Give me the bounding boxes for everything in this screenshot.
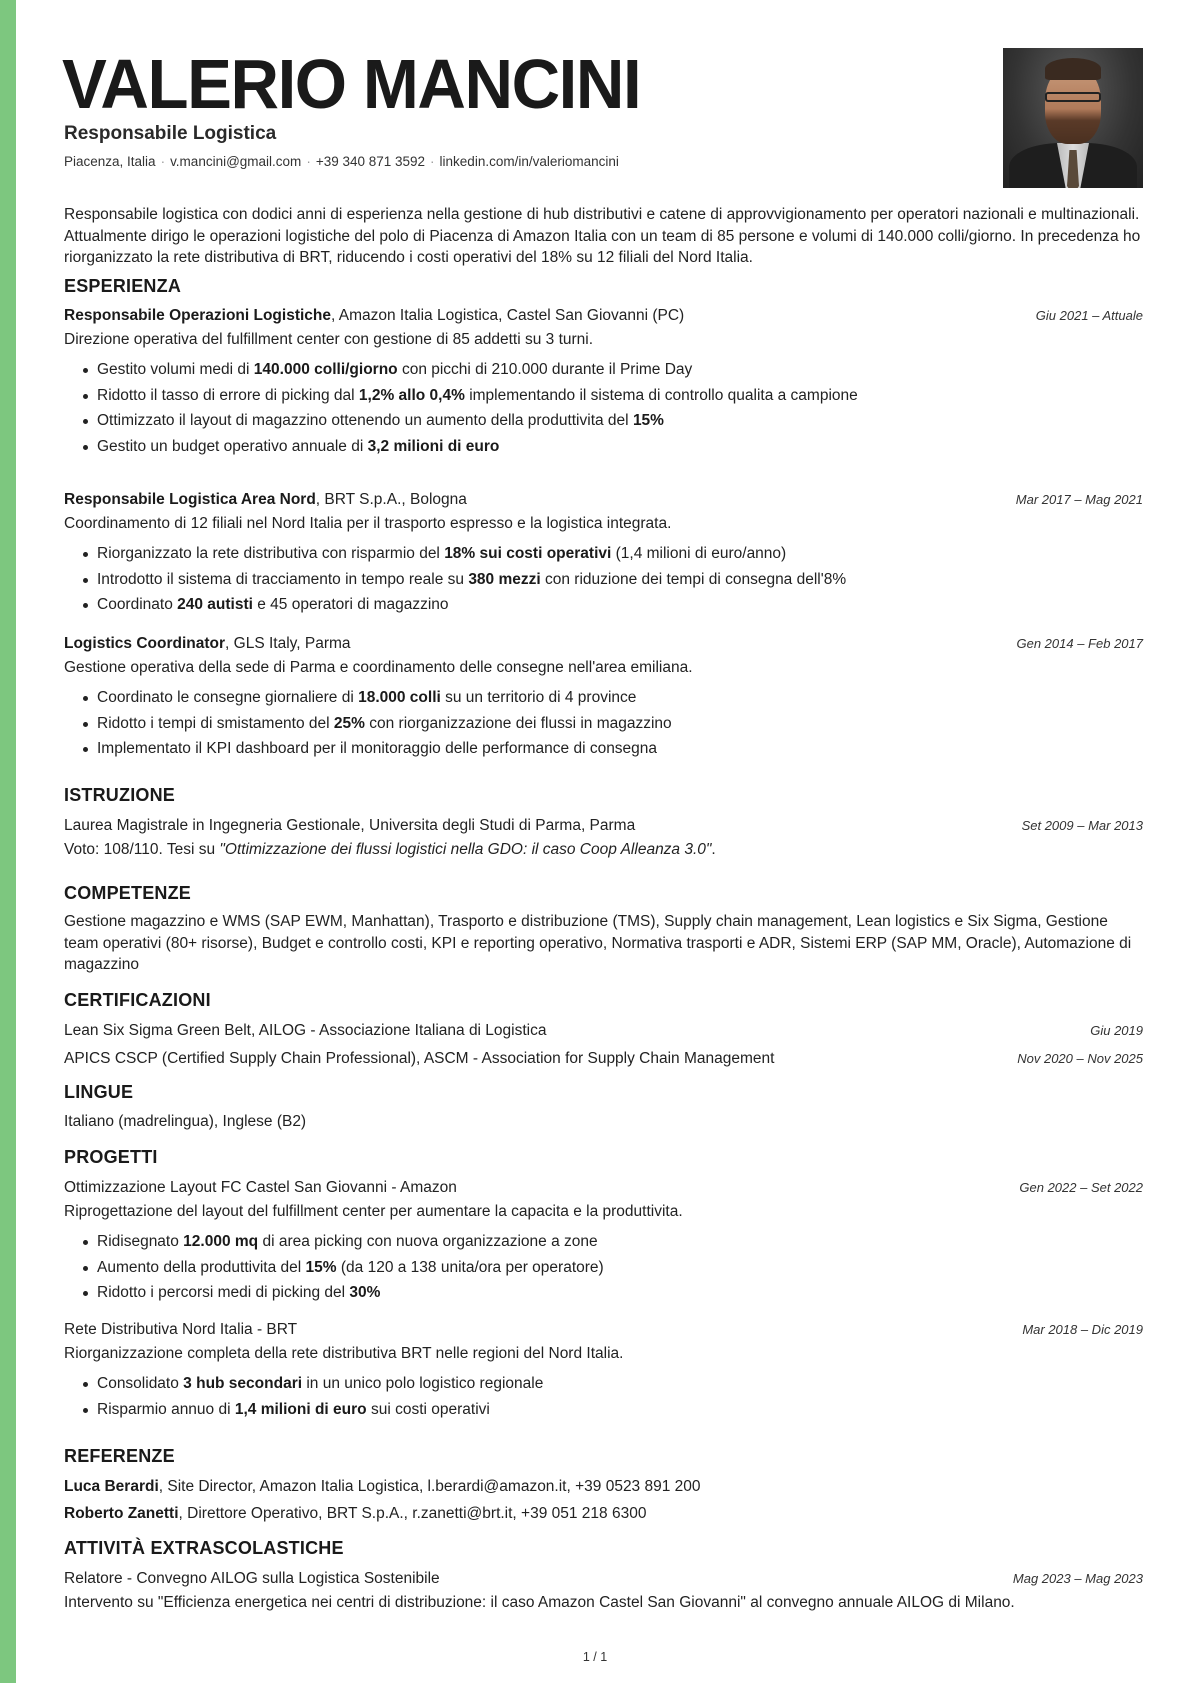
profile-photo <box>1003 48 1143 188</box>
entry-title <box>64 489 467 511</box>
contact-location: Piacenza, Italia <box>64 154 156 169</box>
separator: · <box>160 154 166 169</box>
section-heading: COMPETENZE <box>64 883 192 903</box>
bullet-item: Gestito un budget operativo annuale di 3,2 milioni di euro <box>64 436 1143 458</box>
entry-dates: Gen 2022 – Set 2022 <box>1019 1180 1143 1195</box>
section-activities <box>64 1537 1143 1613</box>
resume-page <box>62 0 1143 1611</box>
bullet-item: Introdotto il sistema di tracciamento in tempo reale su 380 mezzi con riduzione dei tempi di consegna dell'8% <box>64 569 1143 591</box>
entry-title <box>64 633 351 655</box>
reference-item <box>64 1503 1143 1525</box>
bullet-item: Ridotto il tasso di errore di picking dal 1,2% allo 0,4% implementando il sistema di controllo qualita a campione <box>64 385 1143 407</box>
entry-header <box>64 633 1143 655</box>
entry-description: Coordinamento di 12 filiali nel Nord Italia per il trasporto espresso e la logistica integrata. <box>64 514 672 532</box>
bullet-item: Ridisegnato 12.000 mq di area picking con nuova organizzazione a zone <box>64 1231 1143 1253</box>
experience-entry <box>64 305 1143 457</box>
certification-item <box>64 1048 1143 1070</box>
certification-name: Lean Six Sigma Green Belt, AILOG - Associazione Italiana di Logistica <box>64 1022 547 1039</box>
separator: · <box>430 154 435 169</box>
bullet-list <box>64 543 1143 616</box>
entry-description: Gestione operativa della sede di Parma e coordinamento delle consegne nell'area emiliana. <box>64 658 693 676</box>
job-company: , GLS Italy, Parma <box>225 635 351 652</box>
experience-entry <box>64 489 1143 620</box>
photo-hair <box>1045 58 1101 80</box>
reference-name: Roberto Zanetti <box>64 1504 179 1522</box>
contact-linkedin[interactable]: linkedin.com/in/valeriomancini <box>439 154 619 169</box>
entry-dates: Mag 2023 – Mag 2023 <box>1012 1571 1143 1586</box>
section-heading: CERTIFICAZIONI <box>64 990 211 1010</box>
entry-dates: Giu 2019 <box>1090 1023 1143 1038</box>
entry-dates: Giu 2021 – Attuale <box>1035 308 1143 323</box>
bullet-item: Risparmio annuo di 1,4 milioni di euro sui costi operativi <box>64 1399 1143 1421</box>
bullet-list <box>64 359 1143 457</box>
job-role: Logistics Coordinator <box>64 635 226 652</box>
section-heading: PROGETTI <box>64 1147 158 1167</box>
entry-header <box>64 815 1143 837</box>
bullet-list <box>64 1373 1143 1420</box>
reference-name: Luca Berardi <box>64 1478 159 1495</box>
entry-header <box>64 1319 1143 1341</box>
education-degree: Laurea Magistrale in Ingegneria Gestionale, Universita degli Studi di Parma, Parma <box>64 817 636 834</box>
entry-header <box>64 305 1143 327</box>
bullet-item: Consolidato 3 hub secondari in un unico polo logistico regionale <box>64 1373 1143 1395</box>
separator: · <box>306 154 311 169</box>
entry-header <box>64 1568 1143 1590</box>
section-projects <box>64 1146 1143 1308</box>
entry-dates: Nov 2020 – Nov 2025 <box>1017 1050 1143 1066</box>
section-heading: REFERENZE <box>64 1446 175 1466</box>
thesis-title: "Ottimizzazione dei flussi logistici nella GDO: il caso Coop Alleanza 3.0" <box>219 840 712 858</box>
section-experience <box>64 275 1143 461</box>
entry-description: Direzione operativa del fulfillment center con gestione di 85 addetti su 3 turni. <box>64 330 594 348</box>
project-name: Rete Distributiva Nord Italia - BRT <box>64 1321 298 1338</box>
bullet-item: Aumento della produttivita del 15% (da 120 a 138 unita/ora per operatore) <box>64 1257 1143 1279</box>
reference-details: , Site Director, Amazon Italia Logistica, l.berardi@amazon.it, +39 0523 891 200 <box>158 1478 701 1495</box>
education-detail: Voto: 108/110. Tesi su "Ottimizzazione dei flussi logistici nella GDO: il caso Coop Alleanza 3.0". <box>64 840 716 858</box>
entry-dates: Mar 2017 – Mag 2021 <box>1015 492 1143 507</box>
section-heading: ATTIVITÀ EXTRASCOLASTICHE <box>64 1538 344 1558</box>
project-entry <box>64 1319 1143 1424</box>
section-certifications <box>64 989 1143 1069</box>
candidate-name: VALERIO MANCINI <box>62 45 641 123</box>
entry-header <box>64 1177 1143 1199</box>
entry-dates: Gen 2014 – Feb 2017 <box>1016 636 1143 651</box>
bullet-item: Ridotto i tempi di smistamento del 25% con riorganizzazione dei flussi in magazzino <box>64 713 1143 735</box>
section-education <box>64 784 1143 860</box>
job-company: , Amazon Italia Logistica, Castel San Giovanni (PC) <box>331 307 685 324</box>
section-heading: ESPERIENZA <box>64 276 182 296</box>
entry-description: Riprogettazione del layout del fulfillment center per aumentare la capacita e la produttivita. <box>64 1202 683 1220</box>
job-company: , BRT S.p.A., Bologna <box>315 491 467 508</box>
project-name: Ottimizzazione Layout FC Castel San Giovanni - Amazon <box>64 1179 457 1196</box>
entry-title <box>64 305 684 327</box>
contact-line <box>64 153 619 171</box>
entry-dates: Mar 2018 – Dic 2019 <box>1022 1322 1143 1337</box>
bullet-list <box>64 687 1143 760</box>
languages-text: Italiano (madrelingua), Inglese (B2) <box>64 1113 307 1130</box>
bullet-list <box>64 1231 1143 1304</box>
section-languages <box>64 1081 1143 1133</box>
bullet-item: Coordinato 240 autisti e 45 operatori di magazzino <box>64 594 1143 616</box>
bullet-item: Implementato il KPI dashboard per il monitoraggio delle performance di consegna <box>64 738 1143 760</box>
entry-description: Intervento su "Efficienza energetica nei centri di distribuzione: il caso Amazon Castel San Giovanni" al convegno annuale AILOG di Milano. <box>64 1593 1015 1611</box>
bullet-item: Ridotto i percorsi medi di picking del 30% <box>64 1282 1143 1304</box>
profile-summary: Responsabile logistica con dodici anni di esperienza nella gestione di hub distributivi e catene di approvvigionamento per operatori nazionali e multinazionali. Attualmente dirigo le operazioni logistiche del polo di Piacenza di Amazon Italia con un team di 85 persone e volumi di 140.000 colli/giorno. In precedenza ho riorganizzato la rete distributiva di BRT, riducendo i costi operativi del 18% su 12 filiali del Nord Italia. <box>64 206 1141 266</box>
section-references <box>64 1445 1143 1524</box>
reference-details: , Direttore Operativo, BRT S.p.A., r.zanetti@brt.it, +39 051 218 6300 <box>178 1504 647 1522</box>
bullet-item: Gestito volumi medi di 140.000 colli/giorno con picchi di 210.000 durante il Prime Day <box>64 359 1143 381</box>
bullet-item: Ottimizzato il layout di magazzino ottenendo un aumento della produttivita del 15% <box>64 410 1143 432</box>
page-indicator: 1 / 1 <box>582 1650 608 1664</box>
reference-item <box>64 1476 1143 1498</box>
entry-description: Riorganizzazione completa della rete distributiva BRT nelle regioni del Nord Italia. <box>64 1344 624 1362</box>
entry-header <box>64 489 1143 511</box>
certification-item <box>64 1020 1143 1042</box>
resume-header <box>64 0 1143 195</box>
photo-glasses <box>1045 92 1101 102</box>
contact-phone[interactable]: +39 340 871 3592 <box>315 154 426 169</box>
job-role: Responsabile Operazioni Logistiche <box>64 307 331 324</box>
activity-name: Relatore - Convegno AILOG sulla Logistica Sostenibile <box>64 1570 440 1587</box>
candidate-title: Responsabile Logistica <box>64 123 277 144</box>
job-role: Responsabile Logistica Area Nord <box>64 491 316 508</box>
accent-bar <box>0 0 16 1683</box>
section-heading: LINGUE <box>64 1082 134 1102</box>
skills-text: Gestione magazzino e WMS (SAP EWM, Manhattan), Trasporto e distribuzione (TMS), Supply chain management, Lean logistics e Six Sigma, Gestione team operativi (80+ risorse), Budget e controllo costi, KPI e reporting operativo, Normativa trasporti e ADR, Sistemi ERP (SAP MM, Oracle), Automazione di magazzino <box>64 913 1132 973</box>
entry-dates: Set 2009 – Mar 2013 <box>1021 818 1143 833</box>
contact-email[interactable]: v.mancini@gmail.com <box>170 154 302 169</box>
certification-name: APICS CSCP (Certified Supply Chain Professional), ASCM - Association for Supply Chain Management <box>64 1049 775 1067</box>
bullet-item: Coordinato le consegne giornaliere di 18.000 colli su un territorio di 4 province <box>64 687 1143 709</box>
section-skills <box>64 882 1143 976</box>
experience-entry <box>64 633 1143 764</box>
bullet-item: Riorganizzato la rete distributiva con risparmio del 18% sui costi operativi (1,4 milioni di euro/anno) <box>64 543 1143 565</box>
section-heading: ISTRUZIONE <box>64 785 176 805</box>
